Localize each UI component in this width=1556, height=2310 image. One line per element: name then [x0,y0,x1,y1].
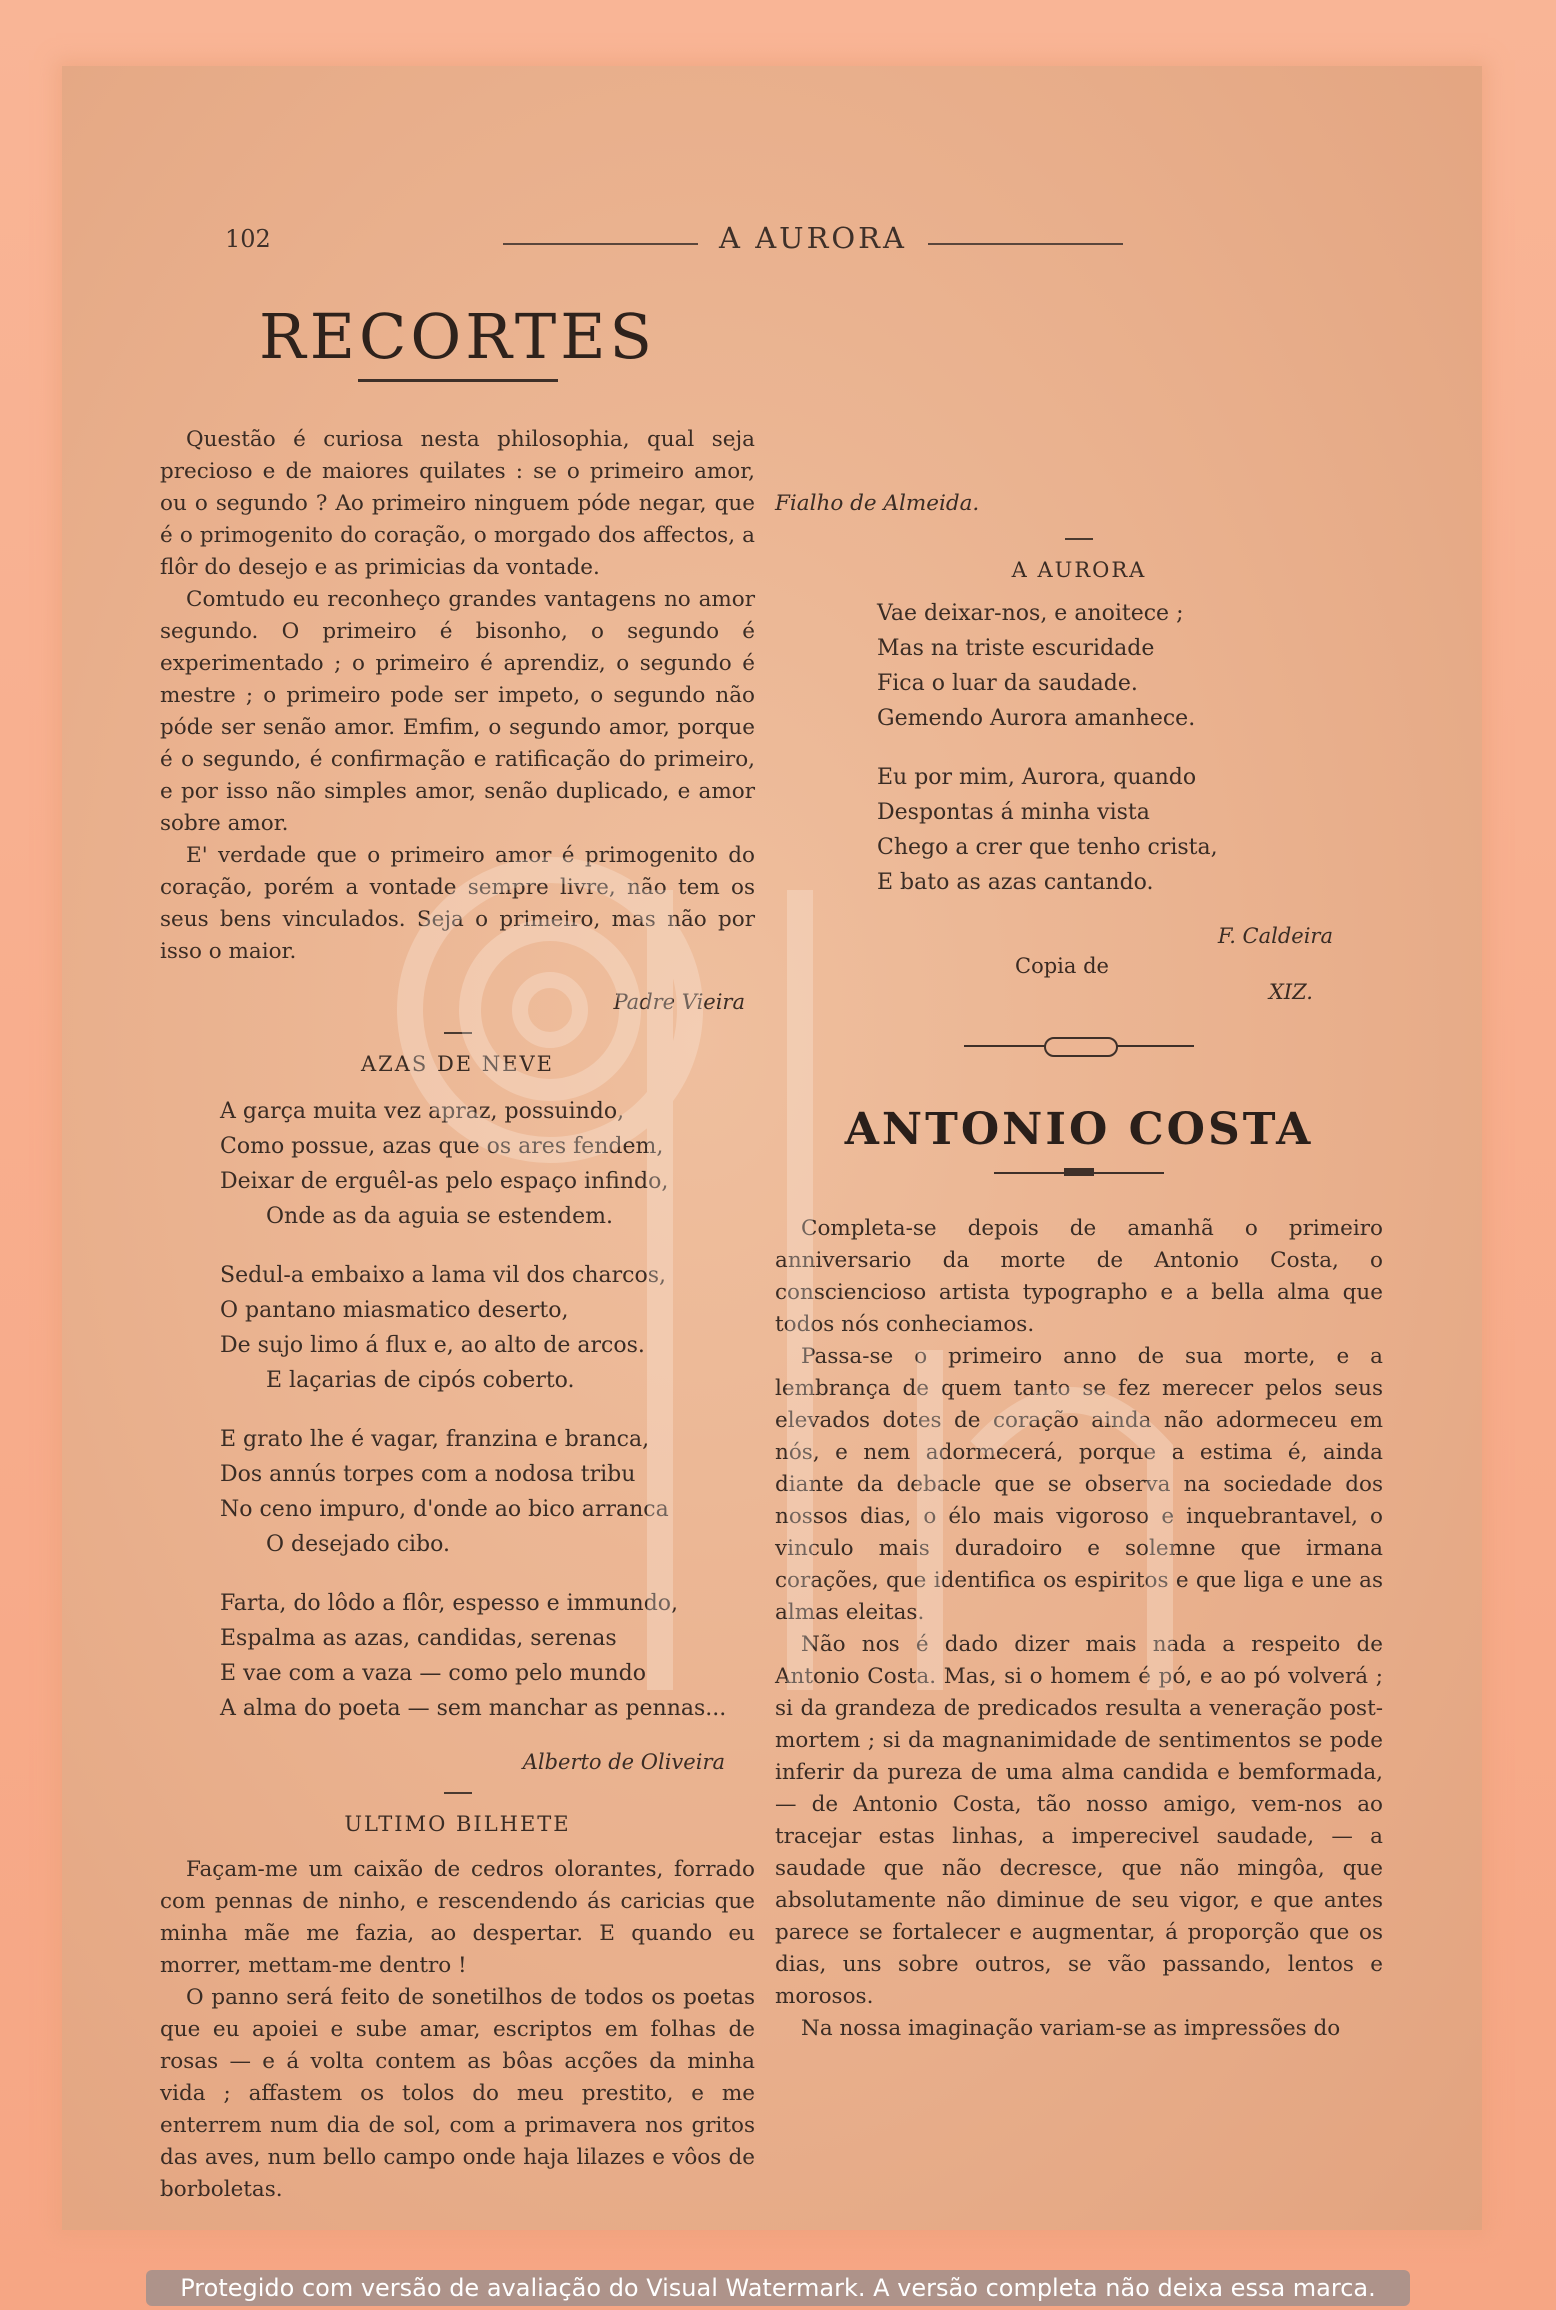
section-divider [1065,538,1093,540]
bilhete-paragraph: O panno será feito de sonetilhos de todos os poetas que eu apoiei e sube amar, escriptos em folhas de rosas — e á volta contem as bôas acções da minha vida ; affastem os tolos do meu prestito, e me enterrem num dia de sol, com a primavera nos gritos das aves, num bello campo onde haja lilazes e vôos de borboletas. [160,1985,755,2202]
poem-line: Mas na triste escuridade [877,636,1155,661]
running-title: A AURORA [503,221,1123,255]
recortes-paragraph: E' verdade que o primeiro amor é primogenito do coração, porém a vontade sempre livre, não tem os seus bens vinculados. Seja o primeiro, mas não por isso o maior. [160,843,755,964]
aurora-poem [877,596,1383,900]
poem-line: Espalma as azas, candidas, serenas [220,1626,617,1651]
recortes-text [160,424,755,968]
poem-stanza [877,596,1383,736]
poem-stanza [220,1094,755,1234]
copy-label: Copia de [1015,954,1109,978]
poem-line: A alma do poeta — sem manchar as pennas... [220,1696,727,1721]
left-column [160,300,755,2202]
recortes-title: RECORTES [259,300,656,373]
poem-line: E grato lhe é vagar, franzina e branca, [220,1427,650,1452]
ornament-divider [964,1034,1194,1058]
section-divider [444,1792,472,1794]
poem-line: Fica o luar da saudade. [877,671,1138,696]
poem-stanza [220,1586,755,1726]
poem-stanza [220,1258,755,1398]
azas-signature: Alberto de Oliveira [522,1750,725,1774]
poem-line: De sujo limo á flux e, ao alto de arcos. [220,1333,645,1358]
poem-line: Eu por mim, Aurora, quando [877,765,1197,790]
bilhete-title: ULTIMO BILHETE [344,1812,571,1836]
poem-line: Gemendo Aurora amanhece. [877,706,1196,731]
poem-line: Farta, do lôdo a flôr, espesso e immundo, [220,1591,679,1616]
recortes-paragraph: Questão é curiosa nesta philosophia, qual seja precioso e de maiores quilates : se o primeiro amor, ou o segundo ? Ao primeiro ninguem póde negar, que é o primogenito do coração, o morgado dos affectos, a flôr do desejo e as primicias da vontade. [160,427,755,580]
right-column [775,290,1383,2045]
antonio-paragraph: Não nos é dado dizer mais nada a respeito de Antonio Costa. Mas, si o homem é pó, e ao pó volverá ; si da grandeza de predicados resulta a veneração post-mortem ; si da magnanimidade de sentimentos se pode inferir da pureza de uma alma candida e bemformada, — de Antonio Costa, tão nosso amigo, vem-nos ao tracejar estas linhas, a imperecivel saudade, — a saudade que não decresce, que não mingôa, que absolutamente não diminue de seu vigor, e que antes parece se fortalecer e augmentar, á proporção que os dias, uns sobre outros, se vão passando, lentos e morosos. [775,1632,1383,2009]
copy-credit [775,948,1383,1018]
poem-line: E bato as azas cantando. [877,870,1154,895]
poem-line: A garça muita vez apraz, possuindo, [220,1099,625,1124]
azas-title: AZAS DE NEVE [360,1052,555,1076]
antonio-paragraph: Completa-se depois de amanhã o primeiro anniversario da morte de Antonio Costa, o consciencioso artista typographo e a bella alma que todos nós conheciamos. [775,1216,1383,1337]
aurora-signature: F. Caldeira [1217,924,1333,948]
recortes-paragraph: Comtudo eu reconheço grandes vantagens no amor segundo. O primeiro é bisonho, o segundo é experimentado ; o primeiro é aprendiz, o segundo é mestre ; o primeiro pode ser impeto, o segundo não póde ser senão amor. Emfim, o segundo amor, porque é o segundo, é confirmação e ratificação do primeiro, e por isso não simples amor, senão duplicado, e amor sobre amor. [160,587,755,836]
recortes-signature: Padre Vieira [613,990,745,1014]
page-header [225,221,1325,265]
poem-line: Deixar de erguêl-as pelo espaço infindo, [220,1169,669,1194]
poem-line: Vae deixar-nos, e anoitece ; [877,601,1184,626]
poem-stanza [877,760,1383,900]
poem-line: Sedul-a embaixo a lama vil dos charcos, [220,1263,666,1288]
poem-line: Dos annús torpes com a nodosa tribu [220,1462,636,1487]
trial-watermark-banner: Protegido com versão de avaliação do Visual Watermark. A versão completa não deixa essa marca. [146,2270,1410,2306]
antonio-costa-text [775,1213,1383,2045]
page-number: 102 [225,225,271,253]
title-rule [994,1167,1164,1179]
bilhete-continuation [775,488,1383,520]
azas-poem [220,1094,755,1726]
antonio-costa-title: ANTONIO COSTA [844,1104,1314,1155]
copy-author: XIZ. [1268,980,1313,1004]
section-divider [444,1032,472,1034]
aurora-poem-title: A AURORA [1011,558,1147,582]
poem-line: Despontas á minha vista [877,800,1150,825]
title-rule [358,379,558,382]
poem-line: No ceno impuro, d'onde ao bico arranca [220,1497,669,1522]
poem-line: E vae com a vaza — como pelo mundo [220,1661,646,1686]
bilhete-paragraph: Façam-me um caixão de cedros olorantes, forrado com pennas de ninho, e rescendendo ás caricias que minha mãe me fazia, ao despertar. E quando eu morrer, mettam-me dentro ! [160,1857,755,1978]
poem-line: Onde as da aguia se estendem. [266,1204,614,1229]
poem-line: Como possue, azas que os ares fendem, [220,1134,664,1159]
poem-line: E laçarias de cipós coberto. [266,1368,575,1393]
antonio-paragraph: Na nossa imaginação variam-se as impressões do [801,2016,1341,2041]
poem-line: Chego a crer que tenho crista, [877,835,1218,860]
poem-line: O desejado cibo. [266,1532,450,1557]
poem-line: O pantano miasmatico deserto, [220,1298,569,1323]
bilhete-signature: Fialho de Almeida. [775,491,980,516]
poem-stanza [220,1422,755,1562]
antonio-paragraph: Passa-se o primeiro anno de sua morte, e a lembrança de quem tanto se fez merecer pelos seus elevados dotes de coração ainda não adormeceu em nós, e nem adormecerá, porque a estima é, ainda diante da debacle que se observa na sociedade dos nossos dias, o élo mais vigoroso e inquebrantavel, o vinculo mais duradoiro e solemne que irmana corações, que identifica os espiritos e que liga e une as almas eleitas. [775,1344,1383,1625]
bilhete-text [160,1854,755,2202]
